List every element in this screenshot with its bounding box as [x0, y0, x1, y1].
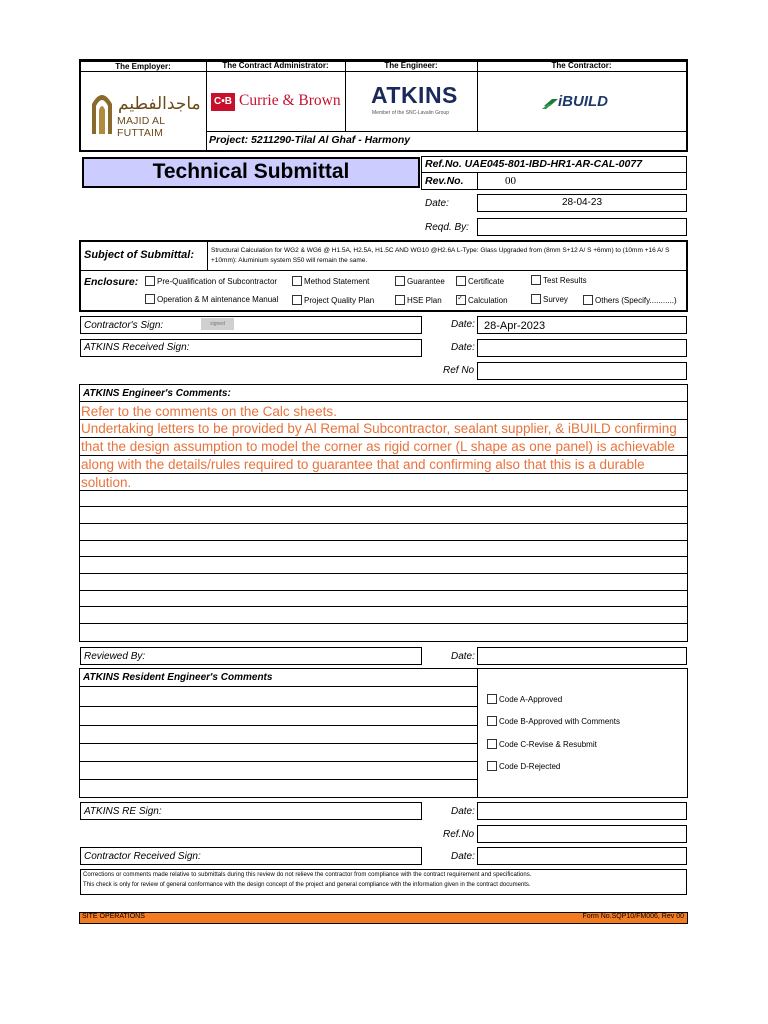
- page-title: Technical Submittal: [152, 160, 350, 183]
- ibuild-logo-text: iBUILD: [558, 93, 608, 110]
- enclosure-hse[interactable]: HSE Plan: [395, 296, 442, 306]
- checkbox-icon[interactable]: [456, 276, 466, 286]
- atkins-received-ref-label: Ref No: [443, 365, 475, 376]
- engineer-comment-line-1: Refer to the comments on the Calc sheets.: [81, 404, 337, 419]
- mafl-arabic-text: ماجدالفطيم: [118, 94, 201, 114]
- checkbox-icon[interactable]: [145, 276, 155, 286]
- checkbox-icon[interactable]: [583, 295, 593, 305]
- enclosure-om[interactable]: Operation & M aintenance Manual: [145, 295, 278, 305]
- contractor-sign-date-value: 28-Apr-2023: [484, 320, 546, 332]
- enclosure-certificate[interactable]: Certificate: [456, 277, 504, 287]
- contractor-signature: signed: [201, 318, 234, 330]
- subject-text: Structural Calculation for WG2 & WG6 @ H1.5A, H2.5A, H1.5C AND WG10 @H2.6A L-Type: Glass Upgraded from (8mm S+12 A/ S +6mm) to (10mm +16 A/ S +10mm): Aluminium system S50 will remain the same.: [211, 247, 670, 264]
- checkbox-icon[interactable]: [487, 716, 497, 726]
- atkins-logo: [362, 82, 472, 122]
- re-sign-date-field[interactable]: [477, 802, 687, 820]
- re-sign-ref-field[interactable]: [477, 825, 687, 843]
- mafl-latin-text: MAJID AL FUTTAIM: [117, 115, 165, 139]
- project-title: Project: 5211290-Tilal Al Ghaf - Harmony: [209, 134, 411, 146]
- enclosure-label: Enclosure:: [84, 276, 139, 288]
- checkbox-icon[interactable]: [395, 295, 405, 305]
- code-c-option[interactable]: Code C-Revise & Resubmit: [487, 740, 597, 750]
- currie-brown-mark-icon: C•B: [211, 93, 235, 111]
- rev-label: Rev.No.: [425, 175, 464, 187]
- code-b-option[interactable]: Code B-Approved with Comments: [487, 717, 620, 727]
- re-sign-date-label: Date:: [451, 806, 475, 817]
- atkins-received-label: ATKINS Received Sign:: [84, 342, 190, 353]
- re-sign-ref-label: Ref.No: [443, 829, 475, 840]
- footer-left: SITE OPERATIONS: [82, 913, 145, 920]
- reviewed-date-label: Date:: [451, 651, 475, 662]
- ibuild-logo: [542, 93, 632, 113]
- footer-right: Form No.SQP10/FM006, Rev 00: [582, 913, 684, 920]
- majid-al-futtaim-logo: [90, 88, 202, 139]
- contract-admin-label: The Contract Administrator:: [222, 61, 329, 70]
- checkbox-icon[interactable]: [292, 276, 302, 286]
- enclosure-prequal[interactable]: Pre-Qualification of Subcontractor: [145, 277, 277, 287]
- rev-value[interactable]: 00: [505, 175, 516, 187]
- contractor-label: The Contractor:: [551, 61, 612, 70]
- re-comments-label: ATKINS Resident Engineer's Comments: [83, 672, 273, 683]
- contractor-sign-date-label: Date:: [451, 319, 475, 330]
- ref-number: Ref.No. UAE045-801-IBD-HR1-AR-CAL-0077: [425, 158, 643, 170]
- contractor-received-label: Contractor Received Sign:: [84, 851, 201, 862]
- subject-label: Subject of Submittal:: [84, 249, 194, 261]
- mafl-arch-icon: [90, 88, 114, 134]
- contractor-received-date-field[interactable]: [477, 847, 687, 865]
- checkbox-icon[interactable]: [395, 276, 405, 286]
- enclosure-test[interactable]: Test Results: [531, 276, 587, 286]
- reviewed-date-field[interactable]: [477, 647, 687, 665]
- atkins-received-ref-field[interactable]: [477, 362, 687, 380]
- disclaimer-line-2: This check is only for review of general conformance with the design concept of the project and general compliance with the information given in the contract documents.: [83, 882, 531, 888]
- date-value: 28-04-23: [561, 197, 603, 208]
- contractor-received-date-label: Date:: [451, 851, 475, 862]
- employer-label: The Employer:: [115, 62, 171, 71]
- atkins-received-date-field[interactable]: [477, 339, 687, 357]
- enclosure-others[interactable]: Others (Specify...........): [583, 296, 677, 306]
- checkbox-icon[interactable]: [531, 275, 541, 285]
- disclaimer-line-1: Corrections or comments made relative to submittals during this review do not relieve the contractor from compliance with the contract requirement and specifications.: [83, 872, 532, 878]
- checkbox-icon[interactable]: [531, 294, 541, 304]
- checkbox-checked-icon[interactable]: [456, 295, 466, 305]
- checkbox-icon[interactable]: [487, 739, 497, 749]
- currie-brown-logo: [211, 92, 343, 114]
- checkbox-icon[interactable]: [487, 694, 497, 704]
- enclosure-calc[interactable]: ✓ Calculation: [456, 296, 508, 306]
- enclosure-method[interactable]: Method Statement: [292, 277, 369, 287]
- enclosure-pqp[interactable]: Project Quality Plan: [292, 296, 374, 306]
- checkbox-icon[interactable]: [292, 295, 302, 305]
- engineer-comments-label: ATKINS Engineer's Comments:: [83, 388, 231, 399]
- enclosure-guarantee[interactable]: Guarantee: [395, 277, 445, 287]
- atkins-logo-text: ATKINS: [371, 82, 458, 108]
- reqd-by-field[interactable]: [477, 218, 687, 236]
- reqd-by-label: Reqd. By:: [425, 222, 469, 233]
- atkins-received-date-label: Date:: [451, 342, 475, 353]
- currie-brown-text: Currie & Brown: [239, 92, 341, 109]
- atkins-logo-sub: Member of the SNC-Lavalin Group: [372, 110, 449, 116]
- engineer-label: The Engineer:: [384, 61, 438, 70]
- checkbox-icon[interactable]: [487, 761, 497, 771]
- date-label: Date:: [425, 198, 449, 209]
- code-d-option[interactable]: Code D-Rejected: [487, 762, 560, 772]
- reviewed-by-label: Reviewed By:: [84, 651, 146, 662]
- re-sign-label: ATKINS RE Sign:: [84, 806, 162, 817]
- contractor-sign-label: Contractor's Sign:: [84, 320, 164, 331]
- enclosure-survey[interactable]: Survey: [531, 295, 568, 305]
- engineer-comment-line-2: Undertaking letters to be provided by Al Remal Subcontractor, sealant supplier, & iBUILD confirming that the design assumption to model the corner as rigid corner (L shape as one panel) is achievable along with the details/rules required to guarantee that and confirming also that this is a durable solution.: [81, 421, 677, 490]
- checkbox-icon[interactable]: [145, 294, 155, 304]
- code-a-option[interactable]: Code A-Approved: [487, 695, 562, 705]
